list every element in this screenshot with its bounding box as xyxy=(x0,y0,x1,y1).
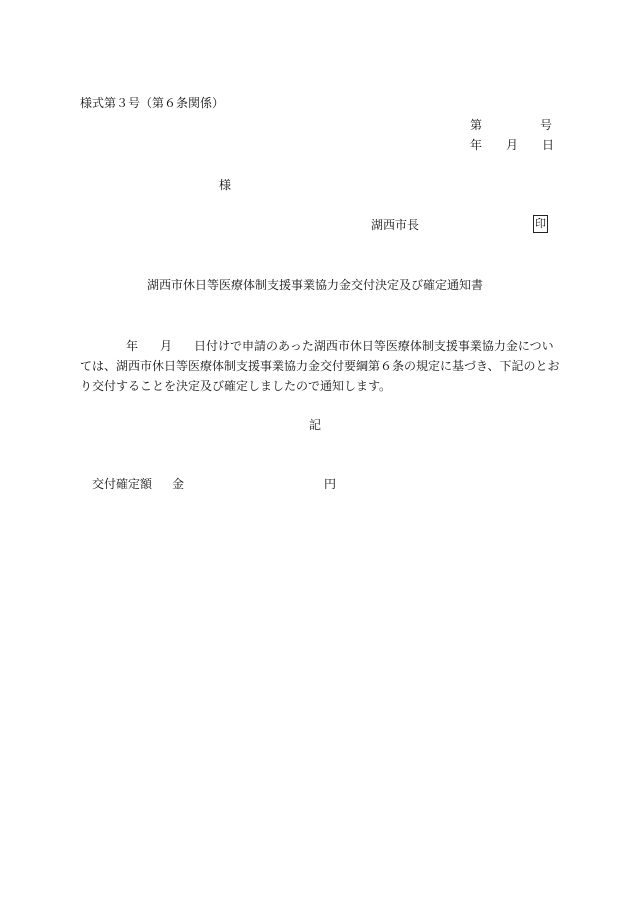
body-year-label: 年 xyxy=(126,339,139,353)
issuer-name: 湖西市長 xyxy=(371,218,420,232)
issue-number-suffix: 号 xyxy=(540,118,553,132)
body-line-1 xyxy=(80,336,554,356)
date-year-label: 年 xyxy=(470,138,483,152)
issue-number-prefix: 第 xyxy=(470,118,483,132)
body-line-2: ては、湖西市休日等医療体制支援事業協力金交付要綱第６条の規定に基づき、下記のとお xyxy=(80,359,560,373)
date-day-label: 日 xyxy=(542,138,555,152)
seal-stamp: 印 xyxy=(533,215,548,233)
ki-heading: 記 xyxy=(308,418,321,432)
body-line-3: り交付することを決定及び確定しましたので通知します。 xyxy=(80,379,392,393)
recipient-honorific: 様 xyxy=(219,178,232,192)
document-title: 湖西市休日等医療体制支援事業協力金交付決定及び確定通知書 xyxy=(146,278,483,292)
amount-label: 交付確定額 xyxy=(92,477,153,491)
notice-body xyxy=(80,336,560,396)
form-number-label: 様式第３号（第６条関係） xyxy=(80,96,225,110)
body-line-1-text: 日付けで申請のあった湖西市休日等医療体制支援事業協力金につい xyxy=(194,339,554,353)
amount-kin: 金 xyxy=(172,477,185,491)
body-month-label: 月 xyxy=(160,339,173,353)
amount-yen: 円 xyxy=(324,477,337,491)
date-month-label: 月 xyxy=(506,138,519,152)
